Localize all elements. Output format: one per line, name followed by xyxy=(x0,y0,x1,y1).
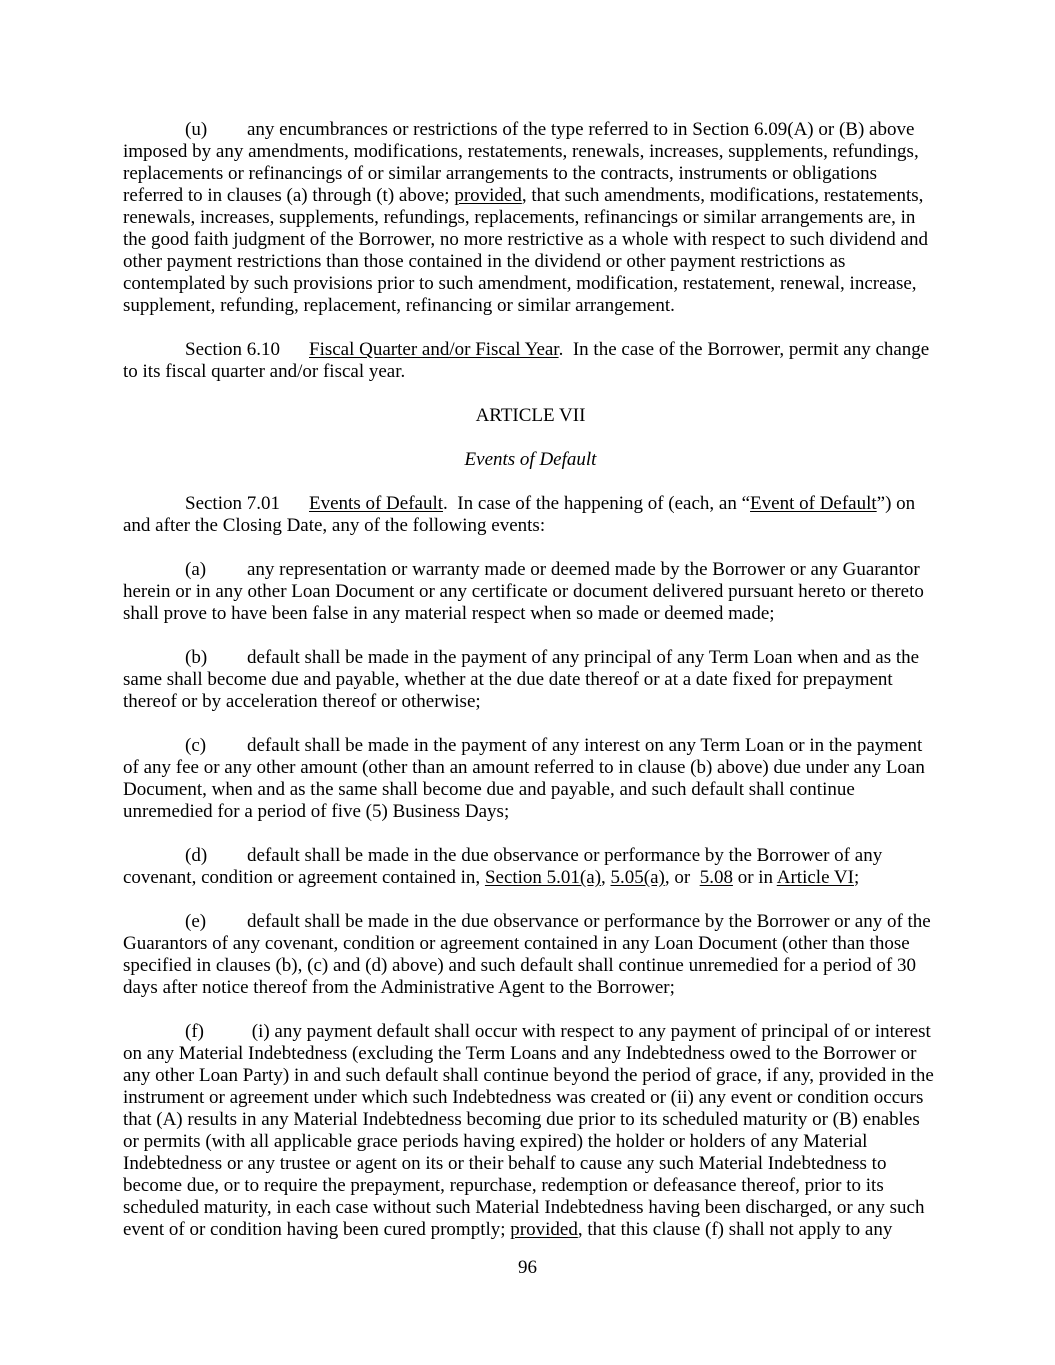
underlined-term: Event of Default xyxy=(750,493,877,514)
clause-e-paragraph xyxy=(123,911,938,999)
text-run: default shall be made in the payment of any principal of any Term Loan when and as the same shall become due and payable, whether at the due date thereof or at a date fixed for prepayment thereof or by acceleration thereof or otherwise; xyxy=(123,647,924,712)
text-run: default shall be made in the due observance or performance by the Borrower or any of the Guarantors of any covenant, condition or agreement contained in any Loan Document (other than those specified in clauses (b), (c) and (d) above) and such default shall continue unremedied for a period of 30 days after notice thereof from the Administrative Agent to the Borrower; xyxy=(123,911,936,998)
text-run: ”) on and after the Closing Date, any of the following events: xyxy=(123,493,920,536)
text-run: default shall be made in the due observance or performance by the Borrower of any covenant, condition or agreement contained in, xyxy=(123,845,887,888)
clause-b-paragraph xyxy=(123,647,938,713)
paragraph-label: (u) xyxy=(185,119,208,140)
text-run: default shall be made in the payment of any interest on any Term Loan or in the payment of any fee or any other amount (other than an amount referred to in clause (b) above) due under any Loan Document, when and as the same shall become due and payable, and such default shall continue unremedied for a period of five (5) Business Days; xyxy=(123,735,930,822)
underlined-term: Fiscal Quarter and/or Fiscal Year xyxy=(309,339,559,360)
document-body xyxy=(123,119,938,1263)
paragraph-label: Section 6.10 xyxy=(185,339,280,360)
text-run: ; xyxy=(853,867,860,888)
text-run: ARTICLE VII xyxy=(475,405,586,426)
paragraph-label: (e) xyxy=(185,911,207,932)
paragraph-label: (c) xyxy=(185,735,207,756)
text-run: any encumbrances or restrictions of the type referred to in Section 6.09(A) or (B) above imposed by any amendments, modifications, restatements, renewals, increases, supplements, refundings, replacements or refinancings of or similar arrangements to the contracts, instruments or obligations referred to in clauses (a) through (t) above; xyxy=(123,119,924,206)
underlined-term: 5.05(a) xyxy=(610,867,665,888)
article-vii-heading xyxy=(123,405,938,427)
text-run: any representation or warranty made or deemed made by the Borrower or any Guarantor herein or in any other Loan Document or any certificate or document delivered pursuant hereto or thereto shall prove to have been false in any material respect when so made or deemed made; xyxy=(123,559,929,624)
underlined-term: Section 5.01(a) xyxy=(484,867,602,888)
clause-a-paragraph xyxy=(123,559,938,625)
text-run: . In the case of the Borrower, permit any change to its fiscal quarter and/or fiscal year. xyxy=(123,339,934,382)
clause-u-paragraph xyxy=(123,119,938,317)
text-run: Events of Default xyxy=(464,449,597,470)
text-run: , that this clause (f) shall not apply to any xyxy=(577,1219,893,1240)
clause-d-paragraph xyxy=(123,845,938,889)
section-7-01-paragraph xyxy=(123,493,938,537)
text-run: , that such amendments, modifications, restatements, renewals, increases, supplements, refundings, replacements, refinancings or similar arrangements are, in the good faith judgment of the Borrower, no more restrictive as a whole with respect to such dividend and other payment restrictions than those contained in the dividend or other payment restrictions as contemplated by such provisions prior to such amendment, modification, restatement, renewal, increase, supplement, refunding, replacement, refinancing or similar arrangement. xyxy=(123,185,933,316)
text-run: (i) any payment default shall occur with respect to any payment of principal of or interest on any Material Indebtedness (excluding the Term Loans and any Indebtedness owed to the Borrower or any other Loan Party) in and such default shall continue beyond the period of grace, if any, provided in the instrument or agreement under which such Indebtedness was created or (ii) any event or condition occurs that (A) results in any Material Indebtedness becoming due prior to its scheduled maturity or (B) enables or permits (with all applicable grace periods having expired) the holder or holders of any Material Indebtedness or any trustee or agent on its or their behalf to cause any such Material Indebtedness to become due, or to require the prepayment, repurchase, redemption or defeasance thereof, prior to its scheduled maturity, in each case without such Material Indebtedness having been discharged, or any such event of or condition having been cured promptly; xyxy=(123,1021,939,1240)
underlined-term: 5.08 xyxy=(699,867,733,888)
text-run: . In case of the happening of (each, an “ xyxy=(443,493,751,514)
clause-f-paragraph xyxy=(123,1021,938,1241)
underlined-term: Events of Default xyxy=(309,493,444,514)
paragraph-label: (f) xyxy=(185,1021,204,1042)
clause-c-paragraph xyxy=(123,735,938,823)
underlined-term: provided xyxy=(510,1219,578,1240)
paragraph-label: (d) xyxy=(185,845,208,866)
paragraph-label: (a) xyxy=(185,559,207,580)
section-6-10-paragraph xyxy=(123,339,938,383)
text-run: or in xyxy=(732,867,777,888)
underlined-term: Article VI xyxy=(776,867,854,888)
page-number: 96 xyxy=(518,1257,537,1278)
paragraph-label: Section 7.01 xyxy=(185,493,280,514)
text-run: , xyxy=(601,867,611,888)
events-of-default-subtitle xyxy=(123,449,938,471)
paragraph-label: (b) xyxy=(185,647,208,668)
text-run: , or xyxy=(664,867,700,888)
underlined-term: provided xyxy=(454,185,522,206)
page-footer xyxy=(0,1257,1055,1279)
